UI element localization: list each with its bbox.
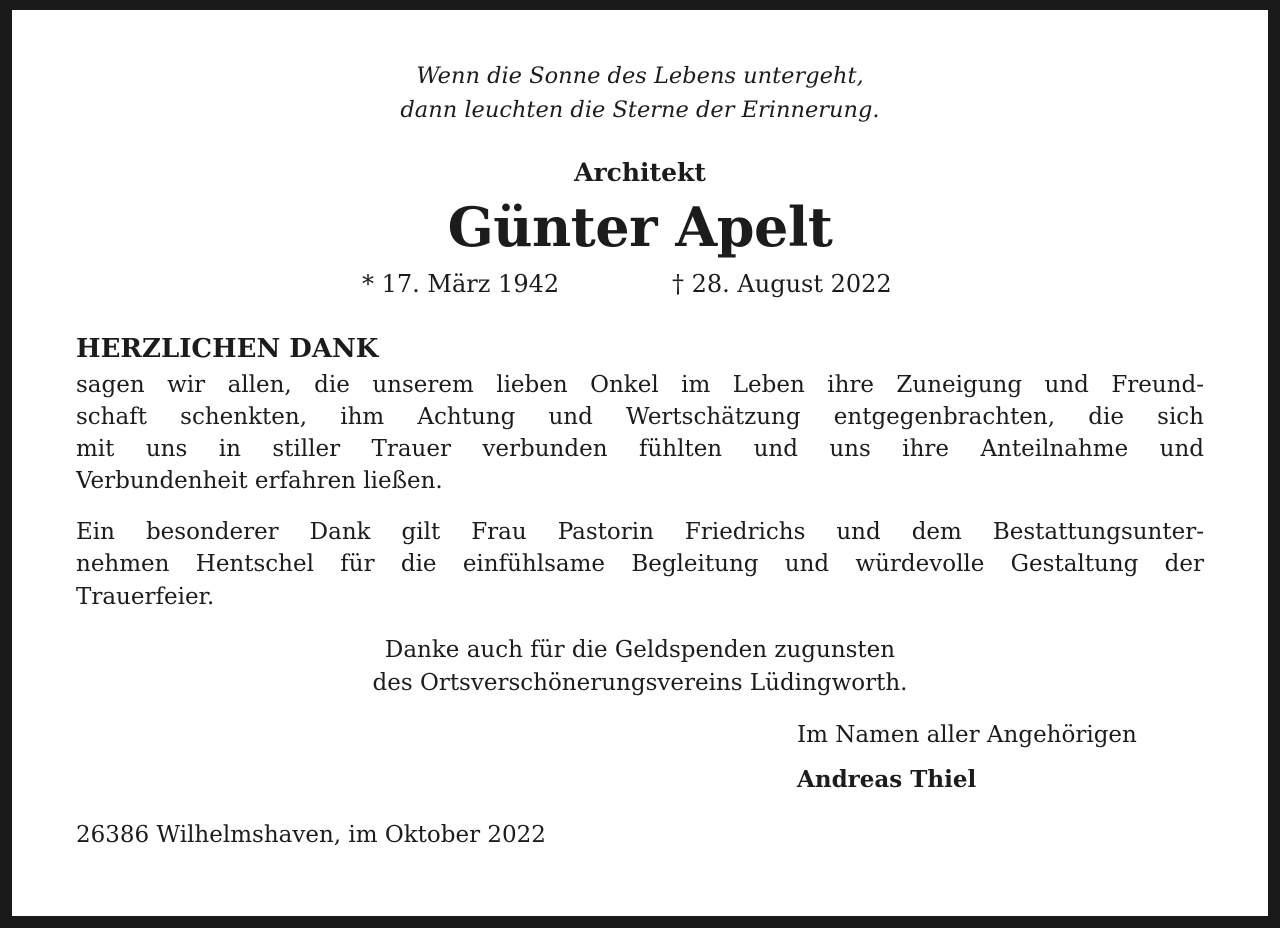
obituary-card [12, 10, 1268, 916]
death-date: † 28. August 2022 [672, 270, 892, 298]
deceased-name: Günter Apelt [447, 195, 833, 259]
donation-line: des Ortsverschönerungsvereins Lüdingworth. [372, 670, 908, 696]
birth-date: * 17. März 1942 [362, 270, 560, 298]
thanks-heading: HERZLICHEN DANK [76, 334, 379, 364]
signatory-name: Andreas Thiel [797, 766, 977, 793]
donation-line: Danke auch für die Geldspenden zugunsten [384, 637, 896, 663]
paragraph-2-line: Ein besonderer Dank gilt Frau Pastorin Friedrichs und dem Bestattungsunter- [76, 519, 1204, 545]
paragraph-2-line: nehmen Hentschel für die einfühlsame Begleitung und würdevolle Gestaltung der [76, 551, 1204, 577]
paragraph-1-line: sagen wir allen, die unserem lieben Onkel im Leben ihre Zuneigung und Freund- [76, 372, 1204, 398]
place-and-date: 26386 Wilhelmshaven, im Oktober 2022 [76, 822, 546, 848]
profession: Architekt [574, 158, 706, 187]
paragraph-1-line: mit uns in stiller Trauer verbunden fühlten und uns ihre Anteilnahme und [76, 436, 1204, 462]
motto-line-1: Wenn die Sonne des Lebens untergeht, [416, 63, 864, 89]
on-behalf-text: Im Namen aller Angehörigen [797, 722, 1137, 748]
motto-line-2: dann leuchten die Sterne der Erinnerung. [400, 97, 880, 123]
paragraph-1-line: Verbundenheit erfahren ließen. [76, 468, 443, 494]
paragraph-1-line: schaft schenkten, ihm Achtung und Wertschätzung entgegenbrachten, die sich [76, 404, 1204, 430]
paragraph-2-line: Trauerfeier. [76, 584, 215, 610]
